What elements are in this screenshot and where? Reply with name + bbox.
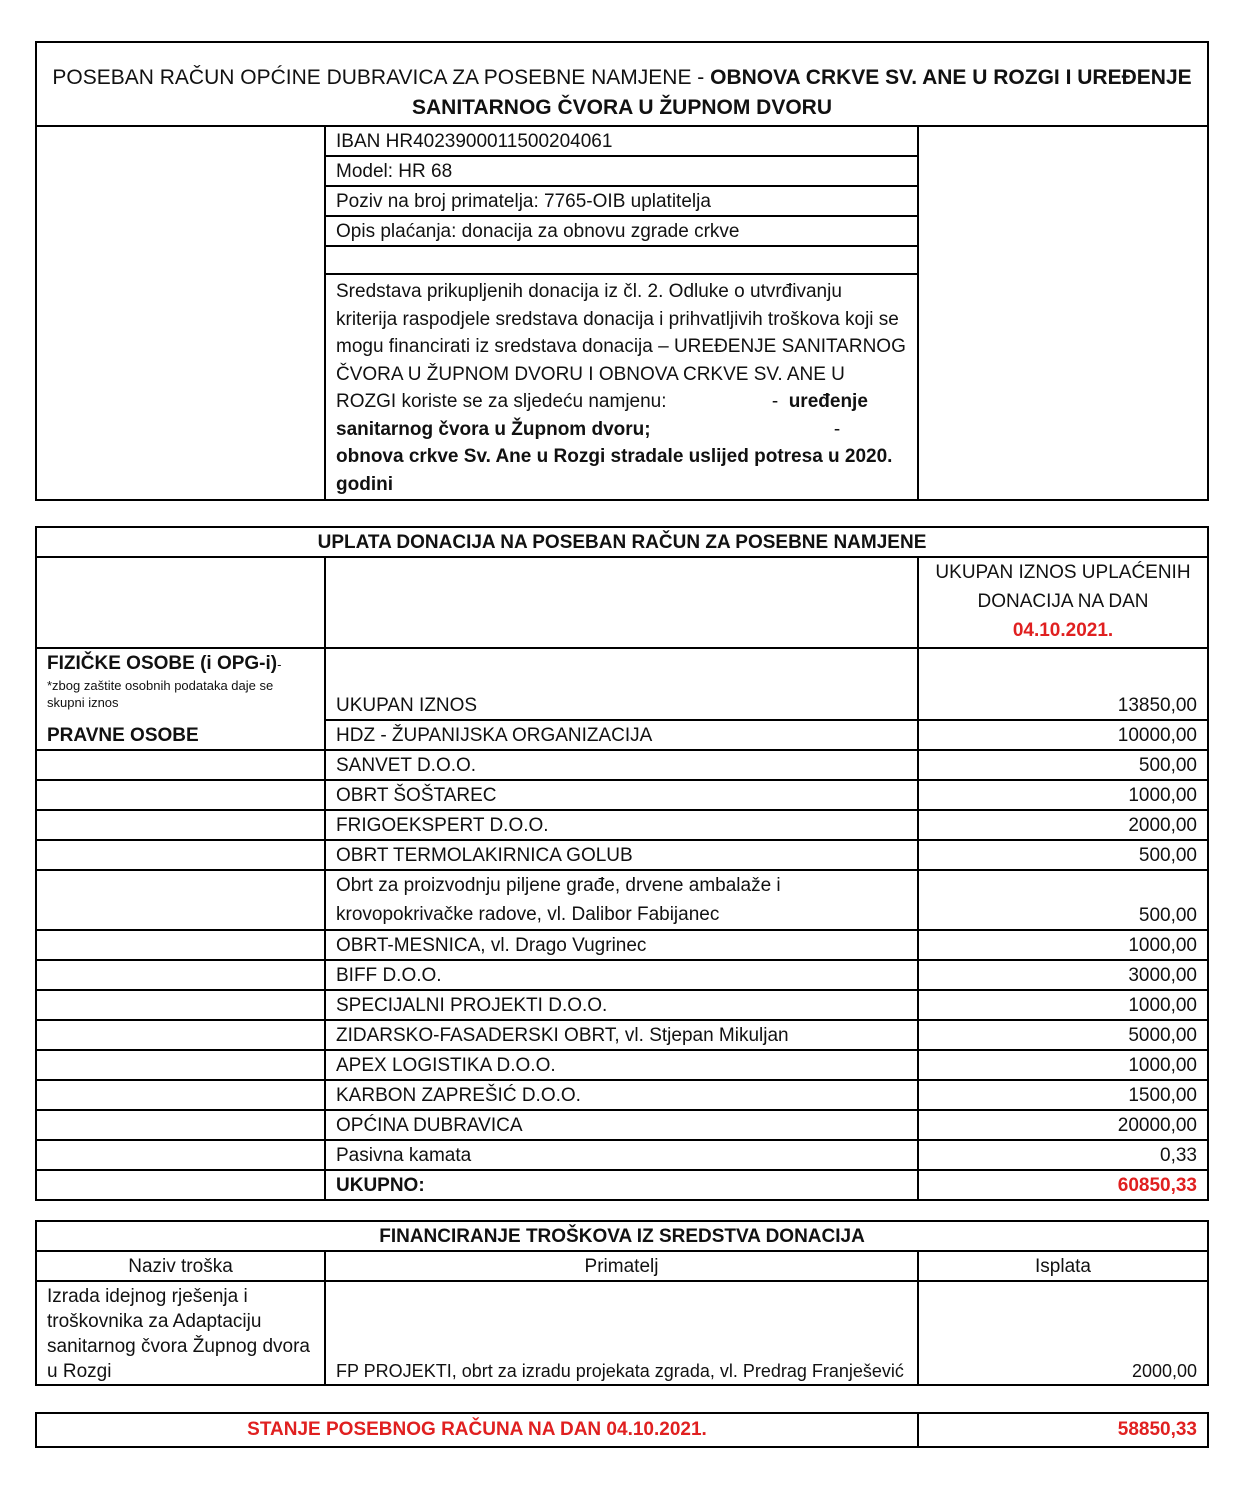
donation-row-amount: 1000,00 bbox=[918, 1050, 1208, 1080]
balance-amount: 58850,33 bbox=[918, 1413, 1208, 1447]
donation-row-blank bbox=[36, 1020, 325, 1050]
donation-row-name: APEX LOGISTIKA D.O.O. bbox=[325, 1050, 918, 1080]
donation-row-blank bbox=[36, 750, 325, 780]
donation-row-name: HDZ - ŽUPANIJSKA ORGANIZACIJA bbox=[325, 720, 918, 750]
fizicke-label-cell bbox=[36, 648, 325, 720]
right-blank-cell bbox=[918, 126, 1208, 500]
donation-row-amount: 1500,00 bbox=[918, 1080, 1208, 1110]
cost-primatelj: FP PROJEKTI, obrt za izradu projekata zgrada, vl. Predrag Franješević bbox=[325, 1281, 918, 1385]
total-row-blank bbox=[36, 1170, 325, 1200]
donation-row-amount: 1000,00 bbox=[918, 780, 1208, 810]
title-bold-1: OBNOVA CRKVE SV. ANE U ROZGI I UREĐENJE bbox=[710, 66, 1192, 89]
donation-row-name: BIFF D.O.O. bbox=[325, 960, 918, 990]
donation-row-amount: 20000,00 bbox=[918, 1110, 1208, 1140]
donation-row-blank bbox=[36, 810, 325, 840]
description-text: Sredstava prikupljenih donacija iz čl. 2. Odluke o utvrđivanju kriterija raspodjele sredstava donacija i prihvatljivih troškova koji se mogu financirati iz sredstava donacija – UREĐENJE SANITARNOG ČVORA U ŽUPNOM DVORU I OBNOVA CRKVE SV. ANE U ROZGI koriste se za sljedeću namjenu: bbox=[336, 281, 906, 412]
donation-row-amount: 500,00 bbox=[918, 840, 1208, 870]
total-header-line-1: UKUPAN IZNOS UPLAĆENIH bbox=[935, 562, 1191, 583]
fizicke-name: UKUPAN IZNOS bbox=[325, 648, 918, 720]
donations-header-blank-2 bbox=[325, 557, 918, 648]
title-normal: POSEBAN RAČUN OPĆINE DUBRAVICA ZA POSEBNE NAMJENE - bbox=[52, 66, 711, 89]
balance-table bbox=[35, 1412, 1209, 1448]
donation-row-amount: 1000,00 bbox=[918, 990, 1208, 1020]
donation-row-name: Pasivna kamata bbox=[325, 1140, 918, 1170]
donation-row-blank bbox=[36, 990, 325, 1020]
donation-row-name: FRIGOEKSPERT D.O.O. bbox=[325, 810, 918, 840]
donation-row-amount: 1000,00 bbox=[918, 930, 1208, 960]
total-label: UKUPNO: bbox=[325, 1170, 918, 1200]
balance-label: STANJE POSEBNOG RAČUNA NA DAN 04.10.2021. bbox=[36, 1413, 918, 1447]
donation-row-name: KARBON ZAPREŠIĆ D.O.O. bbox=[325, 1080, 918, 1110]
donation-row-name: OPĆINA DUBRAVICA bbox=[325, 1110, 918, 1140]
model-cell: Model: HR 68 bbox=[325, 156, 918, 186]
bullet-2: obnova crkve Sv. Ane u Rozgi stradale uslijed potresa u 2020. godini bbox=[336, 446, 893, 495]
donations-title: UPLATA DONACIJA NA POSEBAN RAČUN ZA POSEBNE NAMJENE bbox=[36, 527, 1208, 557]
donation-row-name: OBRT-MESNICA, vl. Drago Vugrinec bbox=[325, 930, 918, 960]
donation-row-blank bbox=[36, 1080, 325, 1110]
donation-row-blank bbox=[36, 960, 325, 990]
empty-cell bbox=[325, 246, 918, 274]
costs-col-primatelj: Primatelj bbox=[325, 1251, 918, 1281]
donation-row-amount: 500,00 bbox=[918, 870, 1208, 930]
costs-title: FINANCIRANJE TROŠKOVA IZ SREDSTVA DONACIJA bbox=[36, 1221, 1208, 1251]
donations-table bbox=[35, 526, 1209, 1201]
opis-cell: Opis plaćanja: donacija za obnovu zgrade crkve bbox=[325, 216, 918, 246]
donation-row-amount: 500,00 bbox=[918, 750, 1208, 780]
bullet-1: uređenje sanitarnog čvora u Župnom dvoru; bbox=[336, 391, 868, 440]
donations-header-blank-1 bbox=[36, 557, 325, 648]
pravne-label: PRAVNE OSOBE bbox=[36, 720, 325, 750]
donation-row-blank bbox=[36, 1110, 325, 1140]
total-amount: 60850,33 bbox=[918, 1170, 1208, 1200]
donation-row-name: SPECIJALNI PROJEKTI D.O.O. bbox=[325, 990, 918, 1020]
donation-row-blank bbox=[36, 1140, 325, 1170]
fizicke-dash: - bbox=[277, 657, 282, 672]
donation-row-blank bbox=[36, 870, 325, 930]
account-info-table bbox=[35, 41, 1209, 501]
donations-total-header bbox=[918, 557, 1208, 648]
donation-row-name: ZIDARSKO-FASADERSKI OBRT, vl. Stjepan Mikuljan bbox=[325, 1020, 918, 1050]
cost-isplata: 2000,00 bbox=[918, 1281, 1208, 1385]
fizicke-amount: 13850,00 bbox=[918, 648, 1208, 720]
total-header-date: 04.10.2021. bbox=[1012, 620, 1114, 641]
cost-naziv: Izrada idejnog rješenja i troškovnika za Adaptaciju sanitarnog čvora Župnog dvora u Rozgi bbox=[36, 1281, 325, 1385]
donation-row-name: OBRT ŠOŠTAREC bbox=[325, 780, 918, 810]
donation-row-name: OBRT TERMOLAKIRNICA GOLUB bbox=[325, 840, 918, 870]
left-blank-cell bbox=[36, 126, 325, 500]
fizicke-label: FIZIČKE OSOBE (i OPG-i) bbox=[47, 653, 278, 674]
donation-row-blank bbox=[36, 780, 325, 810]
donation-row-name: SANVET D.O.O. bbox=[325, 750, 918, 780]
donation-row-amount: 0,33 bbox=[918, 1140, 1208, 1170]
poziv-cell: Poziv na broj primatelja: 7765-OIB uplatitelja bbox=[325, 186, 918, 216]
donation-row-name: Obrt za proizvodnju piljene građe, drvene ambalaže i krovopokrivačke radove, vl. Dalibor Fabijanec bbox=[325, 870, 918, 930]
title-bold-2: SANITARNOG ČVORA U ŽUPNOM DVORU bbox=[412, 96, 832, 119]
description-cell bbox=[325, 274, 918, 500]
donation-row-amount: 2000,00 bbox=[918, 810, 1208, 840]
costs-col-naziv: Naziv troška bbox=[36, 1251, 325, 1281]
document-title bbox=[36, 42, 1208, 126]
donation-row-amount: 5000,00 bbox=[918, 1020, 1208, 1050]
costs-table bbox=[35, 1220, 1209, 1386]
donation-row-amount: 3000,00 bbox=[918, 960, 1208, 990]
costs-col-isplata: Isplata bbox=[918, 1251, 1208, 1281]
donation-row-amount: 10000,00 bbox=[918, 720, 1208, 750]
donation-row-blank bbox=[36, 930, 325, 960]
bullet-1-dash: - bbox=[771, 391, 779, 412]
total-header-line-2: DONACIJA NA DAN bbox=[977, 591, 1149, 612]
bullet-2-dash: - bbox=[833, 418, 841, 440]
donation-row-blank bbox=[36, 840, 325, 870]
fizicke-note: *zbog zaštite osobnih podataka daje se skupni iznos bbox=[47, 678, 274, 710]
iban-cell: IBAN HR4023900011500204061 bbox=[325, 126, 918, 156]
donation-row-blank bbox=[36, 1050, 325, 1080]
